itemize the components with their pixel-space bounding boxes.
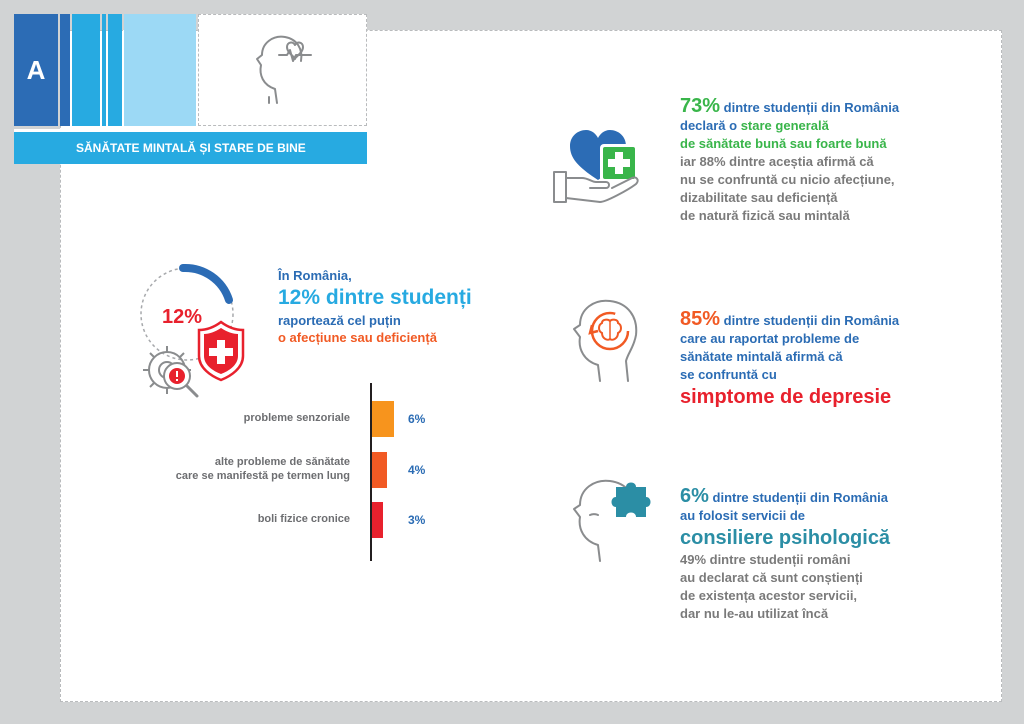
bar-1 [372,452,387,488]
block3-highlight: consiliere psihologică [680,527,891,549]
shield-cross-icon [199,322,243,380]
bar-value-0: 6% [408,412,426,426]
gauge-value: 12% [162,306,203,328]
block2-line4: se confruntă cu [680,367,777,382]
block1-line1: dintre studenții din România [720,100,900,115]
block1-line4: iar 88% dintre aceștia afirmă că [680,154,874,169]
intro-line3: o afecțiune sau deficiență [278,330,437,345]
block3-line1: dintre studenții din România [708,490,889,505]
head-puzzle-icon [570,475,660,567]
bar-label-line: alte probleme de sănătate [214,456,350,468]
block2-line3: sănătate mintală afirmă că [680,349,843,364]
block2-highlight: simptome de depresie [680,386,892,408]
block3-line4: 49% dintre studenții români [680,552,851,567]
block3-line6: de existența acestor servicii, [680,588,858,603]
bar-label-0 [244,412,350,426]
bar-label-2 [258,513,350,527]
block2-line1: dintre studenții din România [720,313,900,328]
bar-label-line: boli fizice cronice [257,513,350,525]
stripe-cyan-thin [102,14,106,126]
stripe-cyan [72,14,100,126]
stripe-dark [60,14,70,126]
block3-text [680,487,890,623]
header-icon-box [198,14,367,126]
bar-label-line: probleme senzoriale [243,412,350,424]
bar-0 [372,401,394,437]
intro-text: În România, [278,268,352,283]
bar-label-1 [176,456,350,484]
block3-line5: au declarat că sunt conștienți [680,570,863,585]
block1-line2b: stare generală [740,118,829,133]
block1-pct: 73% [680,95,721,117]
gauge-arc [183,268,229,300]
bar-value-2: 3% [408,513,426,527]
stripe-light [124,14,196,126]
gauge-illustration [125,262,250,412]
block1-line3: de sănătate bună sau foarte bună [680,136,887,151]
head-heartbeat-icon [199,15,368,127]
headline-text: 12% dintre studenți [278,286,472,309]
block2-text [680,310,899,410]
stripe-cyan-2 [108,14,122,126]
block2-pct: 85% [680,308,721,330]
block1-text [680,97,899,225]
intro-line2: raportează cel puțin [278,313,401,328]
hand-heart-icon [548,120,648,212]
bar-2 [372,502,383,538]
block3-line2: au folosit servicii de [680,508,805,523]
block3-pct: 6% [680,485,709,507]
section-title: SĂNĂTATE MINTALĂ ȘI STARE DE BINE [14,129,367,164]
block2-line2: care au raportat probleme de [680,331,860,346]
block1-line7: de natură fizică sau mintală [680,208,850,223]
block1-line6: dizabilitate sau deficiență [680,190,838,205]
bar-value-1: 4% [408,463,426,477]
section-header [14,14,367,164]
block3-line7: dar nu le-au utilizat încă [680,606,829,621]
magnifier-alert-icon [164,363,197,396]
section-letter: A [14,14,58,126]
head-brain-icon [566,295,656,387]
block1-line5: nu se confruntă cu nicio afecțiune, [680,172,895,187]
block1-line2a: declară o [680,118,741,133]
bar-label-line: care se manifestă pe termen lung [175,469,350,482]
